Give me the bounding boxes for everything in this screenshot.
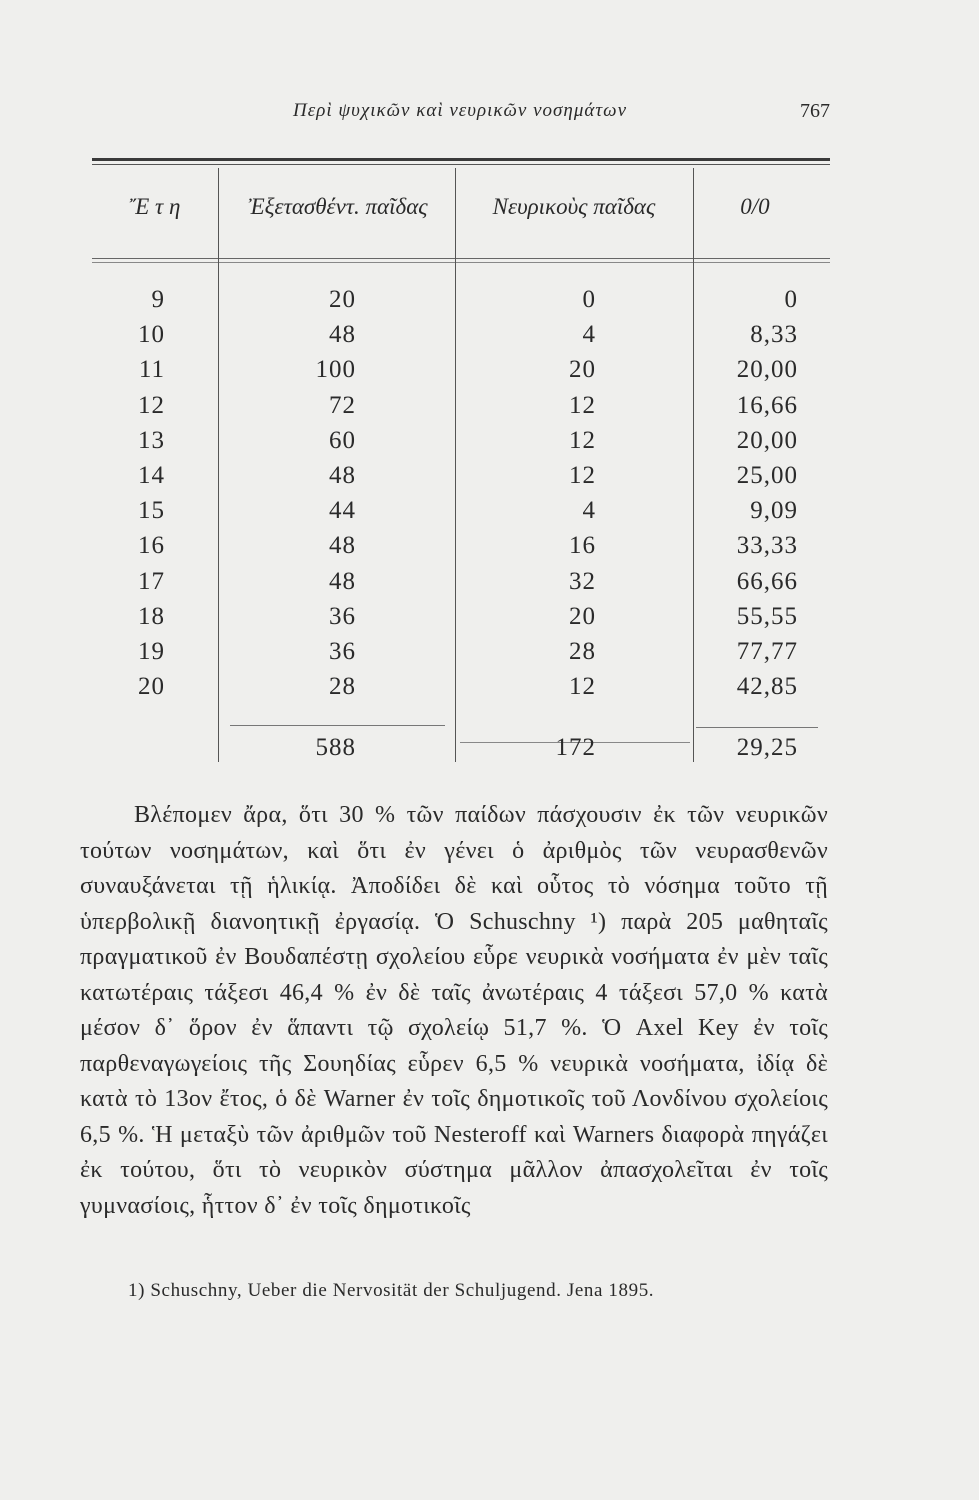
table-row: [0, 638, 979, 673]
percent-cell: 42,85: [736, 673, 798, 701]
total-examined: 588: [315, 734, 356, 761]
running-title: Περὶ ψυχικῶν καὶ νευρικῶν νοσημάτων: [293, 100, 627, 121]
examined-cell: 48: [329, 567, 356, 595]
header-nervous: Νευρικοὺς παῖδας: [492, 194, 656, 219]
nervous-cell: 12: [569, 462, 596, 489]
nervous-cell: 12: [569, 426, 596, 454]
year-cell: 9: [151, 286, 165, 313]
table-row: [0, 497, 979, 532]
year-cell: 10: [138, 321, 165, 349]
table-row: [0, 603, 979, 638]
nervous-cell: 12: [569, 391, 596, 419]
year-cell: 16: [138, 532, 165, 560]
examined-cell: 48: [329, 532, 356, 560]
year-cell: 17: [138, 567, 165, 595]
body-paragraph: Βλέπομεν ἄρα, ὅτι 30 % τῶν παίδων πάσχουσιν ἐκ τῶν νευρικῶν τούτων νοσημάτων, καὶ ὅτι ἐν γένει ὁ ἀριθμὸς τῶν νευρασθενῶν συναυξάνεται τῇ ἡλικίᾳ. Ἀποδίδει δὲ καὶ οὗτος τὸ νόσημα τοῦτο τῇ ὑπερβολικῇ διανοητικῇ ἐργασίᾳ. Ὁ Schuschny ¹) παρὰ 205 μαθηταῖς πραγματικοῦ ἐν Βουδαπέστῃ σχολείου εὗρε νευρικὰ νοσήματα ἐν μὲν ταῖς κατωτέραις τάξεσι 46,4 % ἐν δὲ ταῖς ἀνωτέραις 4 τάξεσι 57,0 % κατὰ μέσον δ᾽ ὅρον ἐν ἅπαντι τῷ σχολείῳ 51,7 %. Ὁ Axel Key ἐν τοῖς παρθεναγωγείοις τῆς Σουηδίας εὗρεν 6,5 % νευρικὰ νοσήματα, ἰδίᾳ δὲ κατὰ τὸ 13ον ἔτος, ὁ δὲ Warner ἐν τοῖς δημοτικοῖς τοῦ Λονδίνου σχολείοις 6,5 %. Ἡ μεταξὺ τῶν ἀριθμῶν τοῦ Nesteroff καὶ Warners διαφορὰ πηγάζει ἐκ τούτου, ὅτι τὸ νευρικὸν σύστημα μᾶλλον ἀπασχολεῖται ἐν τοῖς γυμνασίοις, ἧττον δ᾽ ἐν τοῖς δημοτικοῖς: [80, 802, 828, 1219]
percent-cell: 8,33: [750, 321, 798, 349]
total-nervous: 172: [555, 734, 596, 761]
header-examined: Ἐξετασθέντ. παῖδας: [248, 194, 428, 219]
header-rule: [92, 258, 830, 259]
nervous-cell: 16: [569, 532, 596, 560]
page-number: 767: [800, 100, 830, 122]
table-row: [0, 356, 979, 391]
sum-rule: [696, 727, 818, 728]
percent-cell: 55,55: [736, 602, 798, 630]
year-cell: 12: [138, 391, 165, 419]
examined-cell: 28: [329, 673, 356, 701]
examined-cell: 20: [329, 286, 356, 313]
nervous-cell: 4: [582, 497, 596, 525]
percent-cell: 9,09: [750, 497, 798, 525]
year-cell: 13: [138, 426, 165, 454]
year-cell: 18: [138, 602, 165, 630]
percent-cell: 16,66: [736, 391, 798, 419]
header-percent: 0/0: [740, 194, 770, 219]
examined-cell: 36: [329, 638, 356, 665]
table-row: [0, 286, 979, 321]
percent-cell: 20,00: [736, 426, 798, 454]
top-rule: [92, 158, 830, 161]
total-percent: 29,25: [736, 734, 798, 761]
examined-cell: 60: [329, 426, 356, 454]
footnote: 1) Schuschny, Ueber die Nervosität der Schuljugend. Jena 1895.: [128, 1280, 655, 1301]
nervous-cell: 32: [569, 567, 596, 595]
header-years: Ἔ τ η: [129, 194, 181, 219]
examined-cell: 48: [329, 321, 356, 349]
percent-cell: 66,66: [736, 567, 798, 595]
year-cell: 19: [138, 638, 165, 665]
nervous-cell: 20: [569, 356, 596, 384]
percent-cell: 0: [784, 286, 798, 313]
nervous-cell: 4: [582, 321, 596, 349]
nervous-cell: 12: [569, 673, 596, 701]
table-row: [0, 673, 979, 708]
examined-cell: 44: [329, 497, 356, 525]
year-cell: 11: [138, 356, 165, 384]
table-row: [0, 427, 979, 462]
percent-cell: 33,33: [736, 532, 798, 560]
table-row: [0, 321, 979, 356]
nervous-cell: 28: [569, 638, 596, 665]
examined-cell: 48: [329, 462, 356, 489]
nervous-cell: 20: [569, 602, 596, 630]
year-cell: 14: [138, 462, 165, 489]
header-rule-thin: [92, 262, 830, 263]
table-row: [0, 462, 979, 497]
table-row: [0, 392, 979, 427]
running-head: [90, 100, 830, 130]
year-cell: 15: [138, 497, 165, 525]
examined-cell: 72: [329, 391, 356, 419]
top-rule-thin: [92, 164, 830, 165]
totals-row: [0, 734, 979, 769]
table-row: [0, 532, 979, 567]
year-cell: 20: [138, 673, 165, 701]
table-row: [0, 568, 979, 603]
examined-cell: 36: [329, 602, 356, 630]
sum-rule: [230, 725, 445, 726]
nervous-cell: 0: [582, 286, 596, 313]
examined-cell: 100: [315, 356, 356, 384]
percent-cell: 25,00: [736, 462, 798, 489]
percent-cell: 20,00: [736, 356, 798, 384]
percent-cell: 77,77: [736, 638, 798, 665]
